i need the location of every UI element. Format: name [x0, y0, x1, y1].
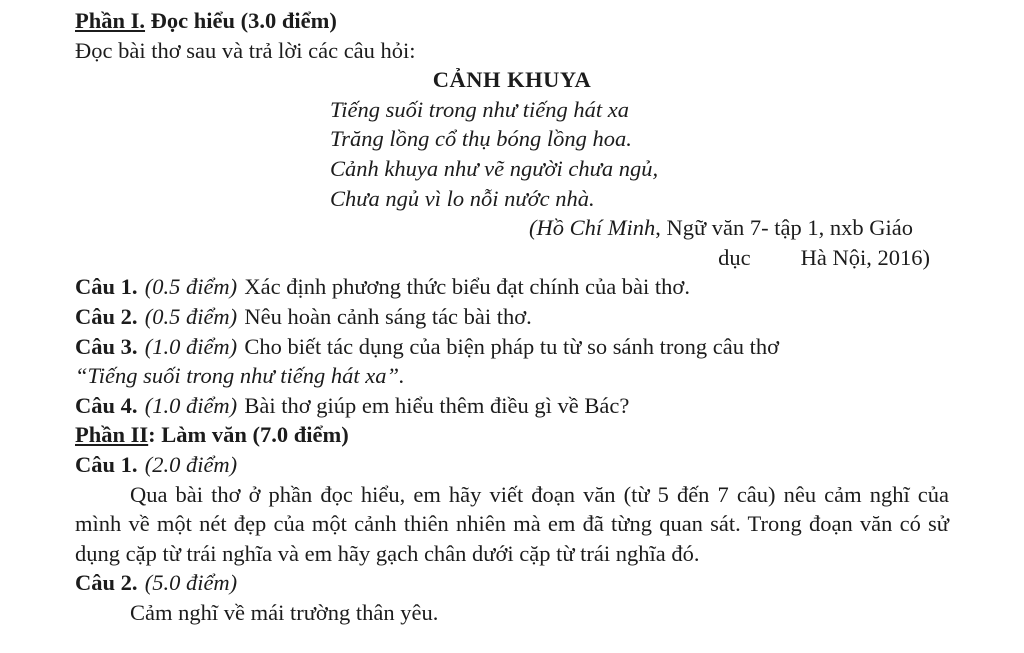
question-1-label: Câu 1. [75, 274, 138, 300]
attribution-word: dục [718, 244, 751, 270]
poem-line-3: Cảnh khuya như vẽ người chưa ngủ, [330, 155, 659, 181]
poem-title: CẢNH KHUYA [432, 67, 592, 93]
poem-line-4: Chưa ngủ vì lo nỗi nước nhà. [330, 185, 595, 211]
question-4-points: (1.0 điểm) [144, 392, 238, 418]
question-2-label: Câu 2. [75, 303, 138, 329]
part2-question-1-header [75, 450, 949, 480]
part2-heading-rest: : Làm văn (7.0 điểm) [148, 422, 349, 448]
part2-question-1-body: Qua bài thơ ở phần đọc hiểu, em hãy viết đoạn văn (từ 5 đến 7 câu) nêu cảm nghĩ của mình về một nét đẹp của một cảnh thiên nhiên mà em đã từng quan sát. Trong đoạn văn có sử dụng cặp từ trái nghĩa và em hãy gạch chân dưới cặp từ trái nghĩa đó. [75, 481, 949, 566]
poem-attribution-line1 [75, 213, 949, 243]
question-3-text: Cho biết tác dụng của biện pháp tu từ so sánh trong câu thơ [244, 333, 779, 359]
part2-heading-underlined: Phần II [75, 422, 149, 448]
part2-question-2-header [75, 568, 949, 598]
question-2-text: Nêu hoàn cảnh sáng tác bài thơ. [244, 303, 532, 329]
question-3-points: (1.0 điểm) [144, 333, 238, 359]
question-4-label: Câu 4. [75, 392, 138, 418]
question-1-points: (0.5 điểm) [144, 274, 238, 300]
question-2-points: (0.5 điểm) [144, 303, 238, 329]
question-3-label: Câu 3. [75, 333, 138, 359]
poem-attribution-line2 [75, 243, 949, 273]
poem-line-2: Trăng lồng cổ thụ bóng lồng hoa. [330, 126, 632, 152]
part2-question-1-points: (2.0 điểm) [144, 451, 238, 477]
part1-intro: Đọc bài thơ sau và trả lời các câu hỏi: [75, 37, 416, 63]
question-3 [75, 332, 949, 362]
question-4-text: Bài thơ giúp em hiểu thêm điều gì về Bác? [244, 392, 630, 418]
part1-heading-underlined: Phần I. [75, 8, 146, 33]
question-4 [75, 391, 949, 421]
part1-heading [75, 6, 949, 36]
part2-question-1-label: Câu 1. [75, 451, 138, 477]
poem-line-1: Tiếng suối trong như tiếng hát xa [330, 96, 629, 122]
part2-heading [75, 420, 949, 450]
attribution-place-year: Hà Nội, 2016) [800, 244, 930, 270]
question-1 [75, 272, 949, 302]
attribution-author: (Hồ Chí Minh [528, 215, 656, 241]
part2-question-2-points: (5.0 điểm) [144, 570, 238, 596]
part2-question-2-body: Cảm nghĩ về mái trường thân yêu. [130, 599, 439, 625]
question-3-quote: “Tiếng suối trong như tiếng hát xa”. [75, 363, 405, 389]
question-1-text: Xác định phương thức biểu đạt chính của bài thơ. [244, 274, 690, 300]
part2-question-2-label: Câu 2. [75, 570, 138, 596]
attribution-source: , Ngữ văn 7- tập 1, nxb Giáo [655, 215, 913, 241]
question-2 [75, 302, 949, 332]
part1-heading-rest: Đọc hiểu (3.0 điểm) [145, 8, 337, 33]
